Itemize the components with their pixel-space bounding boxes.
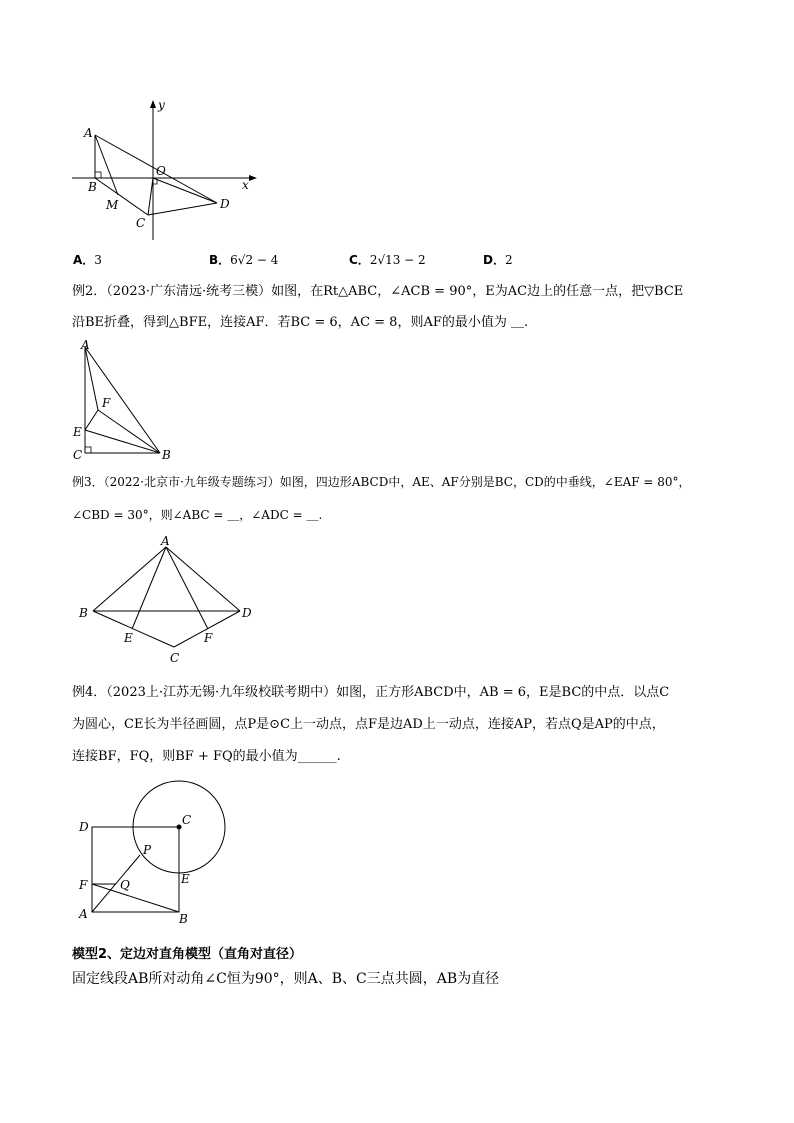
label-D: D	[242, 606, 252, 620]
label-A: A	[161, 535, 170, 548]
label-F: F	[204, 631, 213, 645]
label-C: C	[73, 448, 83, 462]
label-E: E	[124, 631, 133, 645]
model2-heading: 模型2、定边对直角模型（直角对直径）	[72, 947, 303, 962]
label-O: O	[156, 164, 166, 178]
label-C: C	[182, 813, 192, 827]
label-M: M	[106, 198, 119, 212]
label-B: B	[79, 606, 88, 620]
figure-ex4	[70, 780, 270, 930]
label-A: A	[79, 907, 88, 921]
label-E: E	[73, 425, 82, 439]
label-A: A	[84, 126, 93, 140]
figure-q1	[60, 95, 280, 245]
label-C: C	[170, 651, 180, 665]
label-C: C	[136, 216, 146, 230]
option-d[interactable]: D．2	[483, 253, 513, 267]
ex3-line1: 例3．（2022·北京市·九年级专题练习）如图，四边形ABCD中，AE、AF分别是BC，CD的中垂线，∠EAF = 80°，	[72, 475, 691, 489]
figure-ex3	[70, 535, 270, 670]
label-A: A	[81, 338, 90, 352]
label-Q: Q	[120, 878, 130, 892]
label-B: B	[88, 180, 97, 194]
option-b[interactable]: B．6√2 − 4	[209, 253, 279, 267]
ex3-line2: ∠CBD = 30°，则∠ABC = ＿，∠ADC = ＿.	[72, 508, 323, 522]
model2-text: 固定线段AB所对动角∠C恒为90°，则A、B、C三点共圆，AB为直径	[72, 971, 500, 987]
figure-ex2	[65, 335, 185, 465]
ex4-line1: 例4．（2023上·江苏无锡·九年级校联考期中）如图，正方形ABCD中，AB = 6，E是BC的中点．以点C	[72, 685, 670, 700]
label-F: F	[79, 878, 88, 892]
ex2-line2: 沿BE折叠，得到△BFE，连接AF．若BC = 6，AC = 8，则AF的最小值为 ＿.	[72, 315, 529, 330]
label-E: E	[181, 872, 190, 886]
y-axis-arrow	[150, 100, 156, 108]
x-axis-arrow	[249, 175, 257, 181]
ex4-line2: 为圆心，CE长为半径画圆，点P是⊙C上一动点，点F是边AD上一动点，连接AP，若点Q是AP的中点，	[72, 717, 665, 732]
ex4-line3: 连接BF，FQ，则BF + FQ的最小值为______.	[72, 749, 341, 764]
option-c[interactable]: C．2√13 − 2	[349, 253, 426, 267]
label-D: D	[220, 197, 230, 211]
label-B: B	[162, 448, 171, 462]
option-a[interactable]: A．3	[73, 253, 102, 267]
label-B: B	[179, 912, 188, 926]
label-D: D	[79, 820, 89, 834]
ex2-line1: 例2．（2023·广东清远·统考三模）如图，在Rt△ABC，∠ACB = 90°，E为AC边上的任意一点，把▽BCE	[72, 284, 684, 299]
label-x: x	[242, 178, 249, 192]
label-y: y	[158, 98, 165, 112]
label-P: P	[143, 843, 152, 857]
label-F: F	[102, 396, 111, 410]
